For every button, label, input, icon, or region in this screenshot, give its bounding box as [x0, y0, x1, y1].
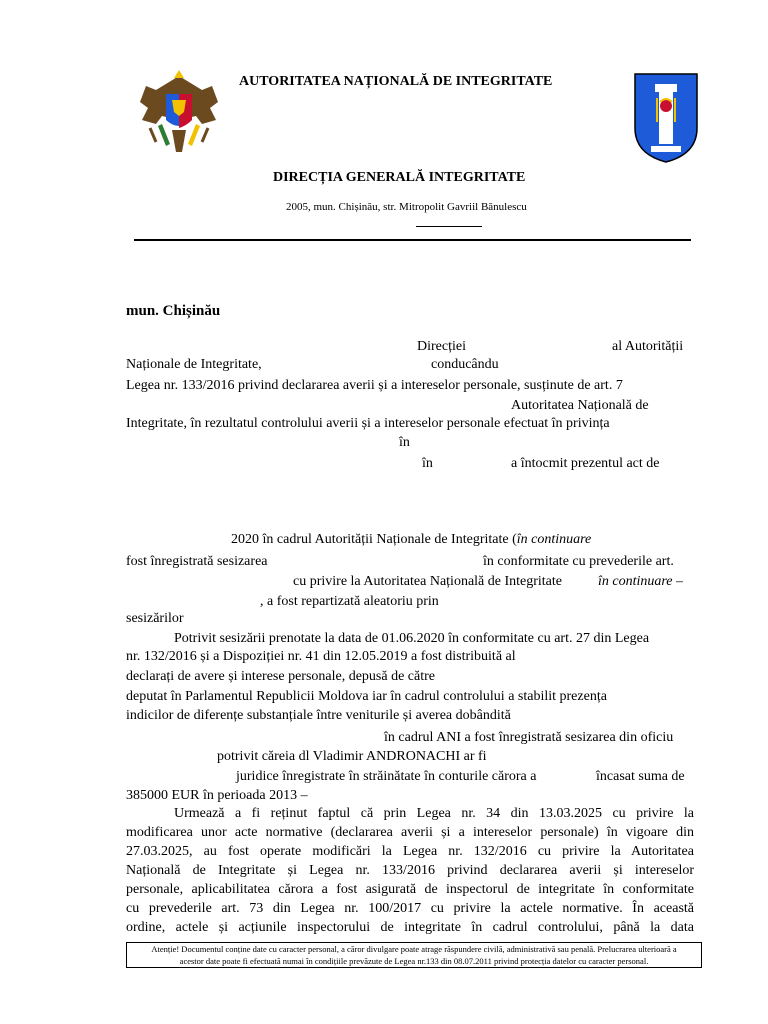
header-separator: [134, 239, 691, 241]
line-8b-text: în continuare: [516, 532, 592, 547]
line-7b: a întocmit prezentul act de: [511, 456, 660, 471]
chisinau-coat-of-arms-icon: [633, 72, 699, 164]
line-8a: [231, 531, 591, 549]
line-20a: juridice înregistrate în străinătate în conturile cărora a: [236, 769, 537, 784]
para-line-3: 27.03.2025, au fost operate modificări la Legea nr. 132/2016 cu privire la Autoritatea: [126, 844, 694, 859]
line-3: Legea nr. 133/2016 privind declararea averii și a intereselor personale, susținute de art. 7: [126, 378, 623, 393]
line-7a: în: [422, 456, 433, 471]
line-21: 385000 EUR în perioada 2013 –: [126, 788, 308, 803]
line-2b: conducându: [431, 357, 499, 372]
line-5: Integritate, în rezultatul controlului averii și a intereselor personale efectuat în privința: [126, 416, 610, 431]
para-line-1: Urmează a fi reținut faptul că prin Legea nr. 34 din 13.03.2025 cu privire la: [174, 806, 694, 821]
line-1b: al Autorității: [612, 339, 684, 354]
line-19: potrivit căreia dl Vladimir ANDRONACHI ar fi: [217, 749, 487, 764]
line-2a: Naționale de Integritate,: [126, 357, 262, 372]
notice-line-2: acestor date poate fi efectuată numai în condițiile prevăzute de Legea nr.133 din 08.07.2011 privind protecția datelor cu caracter personal.: [179, 956, 649, 966]
notice-line-1: Atenție! Documentul conține date cu caracter personal, a căror divulgare poate atrage răspundere civilă, administrativă sau penală. Prelucrarea ulterioară a: [151, 944, 677, 954]
line-8a-text: 2020 în cadrul Autorității Naționale de Integritate (: [231, 532, 517, 547]
line-10b: în continuare –: [598, 574, 684, 589]
para-line-5: personale, aplicabilitatea cărora a fost asigurată de inspectorul de integritate în conformitate: [126, 882, 694, 897]
line-17: indicilor de diferențe substanțiale între veniturile și averea dobândită: [126, 708, 511, 723]
line-9b: în conformitate cu prevederile art.: [483, 554, 674, 569]
line-1a: Direcției: [417, 339, 466, 354]
line-15: declarați de avere și interese personale, depusă de către: [126, 669, 435, 684]
address-underline: [416, 226, 482, 227]
line-12: sesizărilor: [126, 611, 184, 626]
line-20b: încasat suma de: [596, 769, 685, 784]
line-13: Potrivit sesizării prenotate la data de 01.06.2020 în conformitate cu art. 27 din Legea: [174, 631, 650, 646]
line-6: în: [399, 435, 410, 450]
moldova-coat-of-arms-icon: [136, 68, 222, 160]
para-line-7: ordine, actele și acțiunile inspectorului de integritate în cadrul controlului, până la data: [126, 920, 694, 935]
line-14: nr. 132/2016 și a Dispoziției nr. 41 din 12.05.2019 a fost distribuită al: [126, 649, 516, 664]
para-line-6: cu prevederile art. 73 din Legea nr. 100/2017 cu privire la actele normative. În această: [126, 901, 694, 916]
line-18: în cadrul ANI a fost înregistrată sesizarea din oficiu: [384, 730, 674, 745]
directorate-title: DIRECȚIA GENERALĂ INTEGRITATE: [273, 170, 526, 185]
line-9a: fost înregistrată sesizarea: [126, 554, 268, 569]
place-label: mun. Chișinău: [126, 303, 221, 319]
personal-data-notice: [126, 942, 702, 968]
institution-title: AUTORITATEA NAȚIONALĂ DE INTEGRITATE: [239, 74, 553, 89]
line-16: deputat în Parlamentul Republicii Moldova iar în cadrul controlului a stabilit prezența: [126, 689, 607, 704]
line-10a: cu privire la Autoritatea Națională de Integritate: [293, 574, 562, 589]
line-11: , a fost repartizată aleatoriu prin: [260, 594, 439, 609]
para-line-4: Națională de Integritate și Legea nr. 133/2016 privind declararea averii și intereselor: [126, 863, 694, 878]
para-line-2: modificarea unor acte normative (declararea averii și a intereselor personale) în vigoare din: [126, 825, 694, 840]
line-4: Autoritatea Națională de: [511, 398, 649, 413]
address: 2005, mun. Chișinău, str. Mitropolit Gavriil Bănulescu: [286, 201, 527, 213]
